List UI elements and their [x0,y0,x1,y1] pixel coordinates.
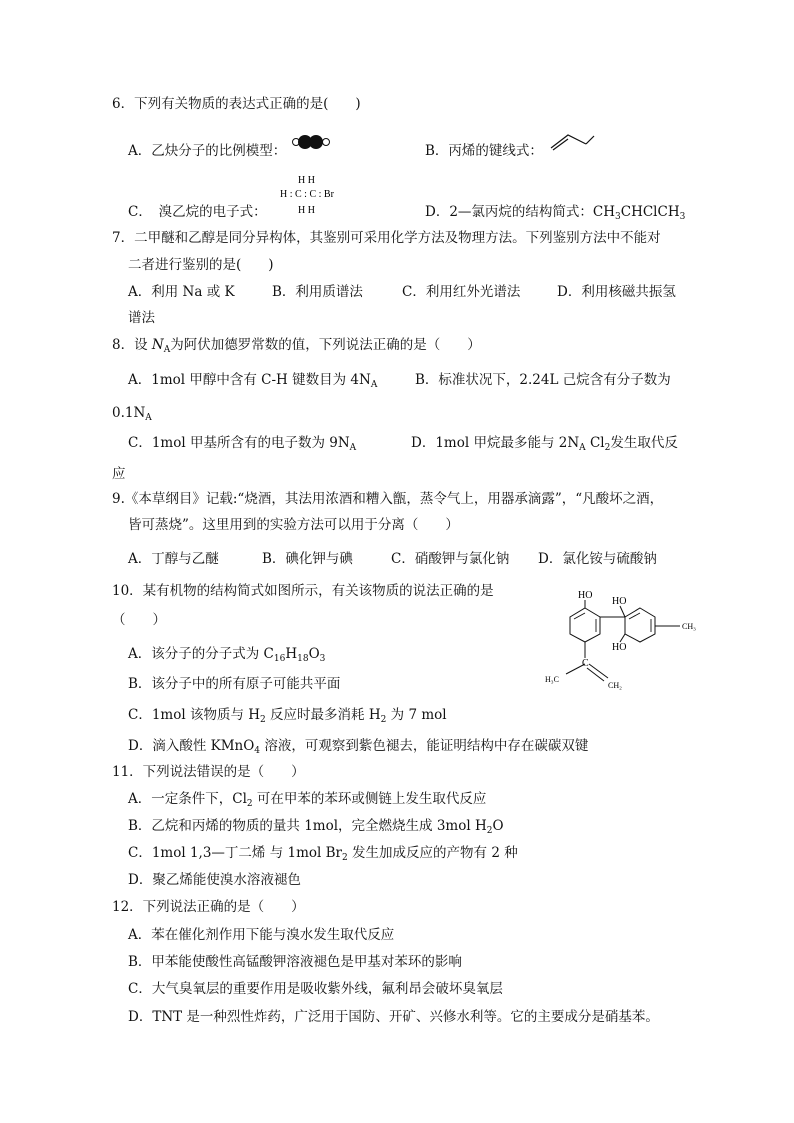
q7-option-d-cont: 谱法 [128,310,155,326]
q7-option-a: A．利用 Na 或 K [128,284,235,300]
q6-option-a: A．乙炔分子的比例模型： [128,143,287,159]
q12-option-b: B．甲苯能使酸性高锰酸钾溶液褪色是甲基对苯环的影响 [128,954,462,970]
q12-option-c: C．大气臭氧层的重要作用是吸收紫外线，氟利昂会破坏臭氧层 [128,981,503,997]
q11-option-b: B．乙烷和丙烯的物质的量共 1mol，完全燃烧生成 3mol $H_2O$ [128,818,504,836]
q10-option-c: C．1mol 该物质与 $H_2$ 反应时最多消耗 $H_2$ 为 7 mol [128,707,447,725]
svg-text:CH₂: CH₂ [608,681,622,690]
q6-option-d: D．2—氯丙烷的结构简式：$CH_3CHClCH_3$ [425,204,686,222]
q10-option-b: B．该分子中的所有原子可能共平面 [128,676,341,692]
q12-stem: 12．下列说法正确的是（ ） [112,899,305,915]
q8-stem: 8．设 $N_A$为阿伏加德罗常数的值，下列说法正确的是（ ） [112,337,481,355]
q9-option-a: A．丁醇与乙醚 [128,551,219,567]
svg-text:C: C [582,658,589,669]
bromoethane-electron-formula [278,172,350,218]
ethyne-model-icon [290,130,334,154]
q11-option-a: A．一定条件下，$Cl_2$ 可在甲苯的苯环或侧链上发生取代反应 [128,791,487,809]
q9-stem-line2: 皆可蒸烧”。这里用到的实验方法可以用于分离（ ） [128,517,459,533]
q11-option-d: D．聚乙烯能使溴水溶液褪色 [128,872,301,888]
svg-text:HO: HO [612,596,627,607]
q10-paren: （ ） [112,612,166,628]
svg-text:HO: HO [578,590,593,601]
q8-option-b: B．标准状况下，2.24L 己烷含有分子数为 [415,372,671,388]
q9-stem-line1: 9.《本草纲目》记载:“烧酒，其法用浓酒和糟入甑，蒸令气上，用器承滴露”，“凡酸坏之酒， [112,491,664,507]
q7-option-d: D．利用核磁共振氢 [557,284,676,300]
svg-text:H H: H H [298,175,315,186]
q6-option-b: B．丙烯的键线式： [425,143,543,159]
q11-stem: 11．下列说法错误的是（ ） [112,764,305,780]
q12-option-d: D．TNT 是一种烈性炸药，广泛用于国防、开矿、兴修水利等。它的主要成分是硝基苯。 [128,1009,659,1025]
q10-stem: 10．某有机物的结构简式如图所示，有关该物质的说法正确的是 [112,583,494,599]
q12-option-a: A．苯在催化剂作用下能与溴水发生取代反应 [128,927,395,943]
q8-option-c: C．1mol 甲基所含有的电子数为 $9N_A$ [128,435,357,453]
organic-structure-diagram [540,586,710,696]
q7-option-b: B．利用质谱法 [272,284,363,300]
svg-text:CH₃: CH₃ [682,622,696,631]
q10-option-d: D．滴入酸性 KMnO$_4$ 溶液，可观察到紫色褪去，能证明结构中存在碳碳双键 [128,738,589,756]
q7-stem-line1: 7．二甲醚和乙醇是同分异构体，其鉴别可采用化学方法及物理方法。下列鉴别方法中不能对 [112,230,661,246]
q8-option-a: A．1mol 甲醇中含有 C-H 键数目为 $4N_A$ [128,372,378,390]
svg-text:H₃C: H₃C [545,675,559,684]
q8-option-d: D．1mol 甲烷最多能与 $2N_A$ $Cl_2$发生取代反 [411,435,678,453]
svg-text:HO: HO [612,642,627,653]
svg-text:H H: H H [298,205,315,216]
propene-skeletal-icon [548,130,596,154]
q6-stem: 6．下列有关物质的表达式正确的是( ) [112,96,361,112]
q10-option-a: A．该分子的分子式为 $C_{16}H_{18}O_3$ [128,646,326,664]
q8-option-b-cont: $0.1N_A$ [112,405,152,423]
svg-text:H : C : C : Br: H : C : C : Br [280,189,334,200]
q9-option-b: B．碘化钾与碘 [262,551,353,567]
q6-option-c: C． 溴乙烷的电子式： [128,204,267,220]
q9-option-d: D．氯化铵与硫酸钠 [538,551,657,567]
q8-option-d-cont: 应 [112,466,126,482]
q7-option-c: C．利用红外光谱法 [402,284,521,300]
q9-option-c: C．硝酸钾与氯化钠 [391,551,510,567]
q7-stem-line2: 二者进行鉴别的是( ) [128,257,274,273]
q11-option-c: C．1mol 1,3—丁二烯 与 1mol $Br_2$ 发生加成反应的产物有 2 种 [128,845,518,863]
